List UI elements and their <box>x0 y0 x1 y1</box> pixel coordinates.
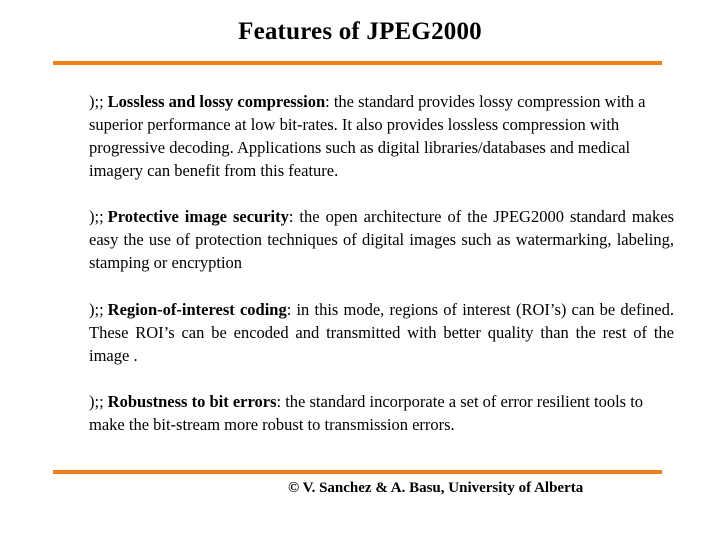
bullet-marker: );; <box>89 392 104 411</box>
bullet-marker: );; <box>89 92 104 111</box>
bullet-text: : the standard incorporate a set of error resilient tools to make the bit-stream more robust to transmission errors. <box>89 392 644 434</box>
bullet-term: Robustness to bit errors <box>107 392 277 411</box>
bullet-text: : the standard provides lossy compression with a superior performance at low bit-rates. It also provides lossless compression with progressive decoding. Applications such as digital libraries/databases and medical imagery can benefit from this feature. <box>89 92 646 180</box>
bullet-text: : the open architecture of the JPEG2000 standard makes easy the use of protection techniques of digital images such as watermarking, labeling, stamping or encryption <box>89 207 675 272</box>
bullet-text: : in this mode, regions of interest (ROI’s) can be defined. These ROI’s can be encoded and transmitted with better quality than the rest of the image . <box>89 300 674 365</box>
bullet-image-security <box>89 205 674 274</box>
bullet-marker: );; <box>89 300 104 319</box>
bullet-marker: );; <box>89 207 104 226</box>
bottom-divider <box>53 470 662 474</box>
bullet-lossless-lossy <box>89 90 669 182</box>
copyright-footer: © V. Sanchez & A. Basu, University of Alberta <box>288 480 584 496</box>
bullet-term: Lossless and lossy compression <box>107 92 326 111</box>
bullet-roi-coding <box>89 298 674 367</box>
top-divider <box>53 61 662 65</box>
bullet-term: Region-of-interest coding <box>107 300 287 319</box>
slide-title: Features of JPEG2000 <box>238 18 482 45</box>
bullet-bit-errors <box>89 390 674 436</box>
bullet-term: Protective image security <box>107 207 289 226</box>
